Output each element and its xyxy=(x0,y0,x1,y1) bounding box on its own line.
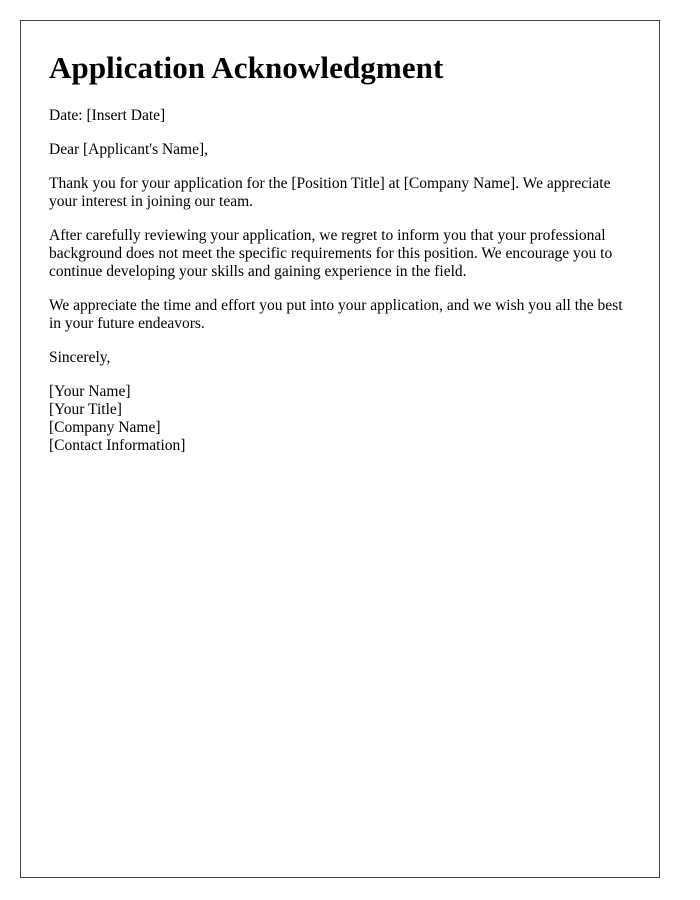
signature-block xyxy=(49,383,631,455)
signature-contact: [Contact Information] xyxy=(49,437,186,454)
closing: Sincerely, xyxy=(49,349,111,366)
body-paragraph: After carefully reviewing your application, we regret to inform you that your professional background does not meet the specific requirements for this position. We encourage you to continue developing your skills and gaining experience in the field. xyxy=(49,227,613,280)
body-paragraph: We appreciate the time and effort you put into your application, and we wish you all the best in your future endeavors. xyxy=(49,297,623,332)
date-line: Date: [Insert Date] xyxy=(49,107,166,124)
body-paragraph: Thank you for your application for the [Position Title] at [Company Name]. We appreciate your interest in joining our team. xyxy=(49,175,611,210)
signature-name: [Your Name] xyxy=(49,383,131,400)
letter-title: Application Acknowledgment xyxy=(49,50,444,85)
signature-company: [Company Name] xyxy=(49,419,161,436)
letter-page xyxy=(20,20,660,878)
salutation: Dear [Applicant's Name], xyxy=(49,141,209,158)
signature-title: [Your Title] xyxy=(49,401,122,418)
